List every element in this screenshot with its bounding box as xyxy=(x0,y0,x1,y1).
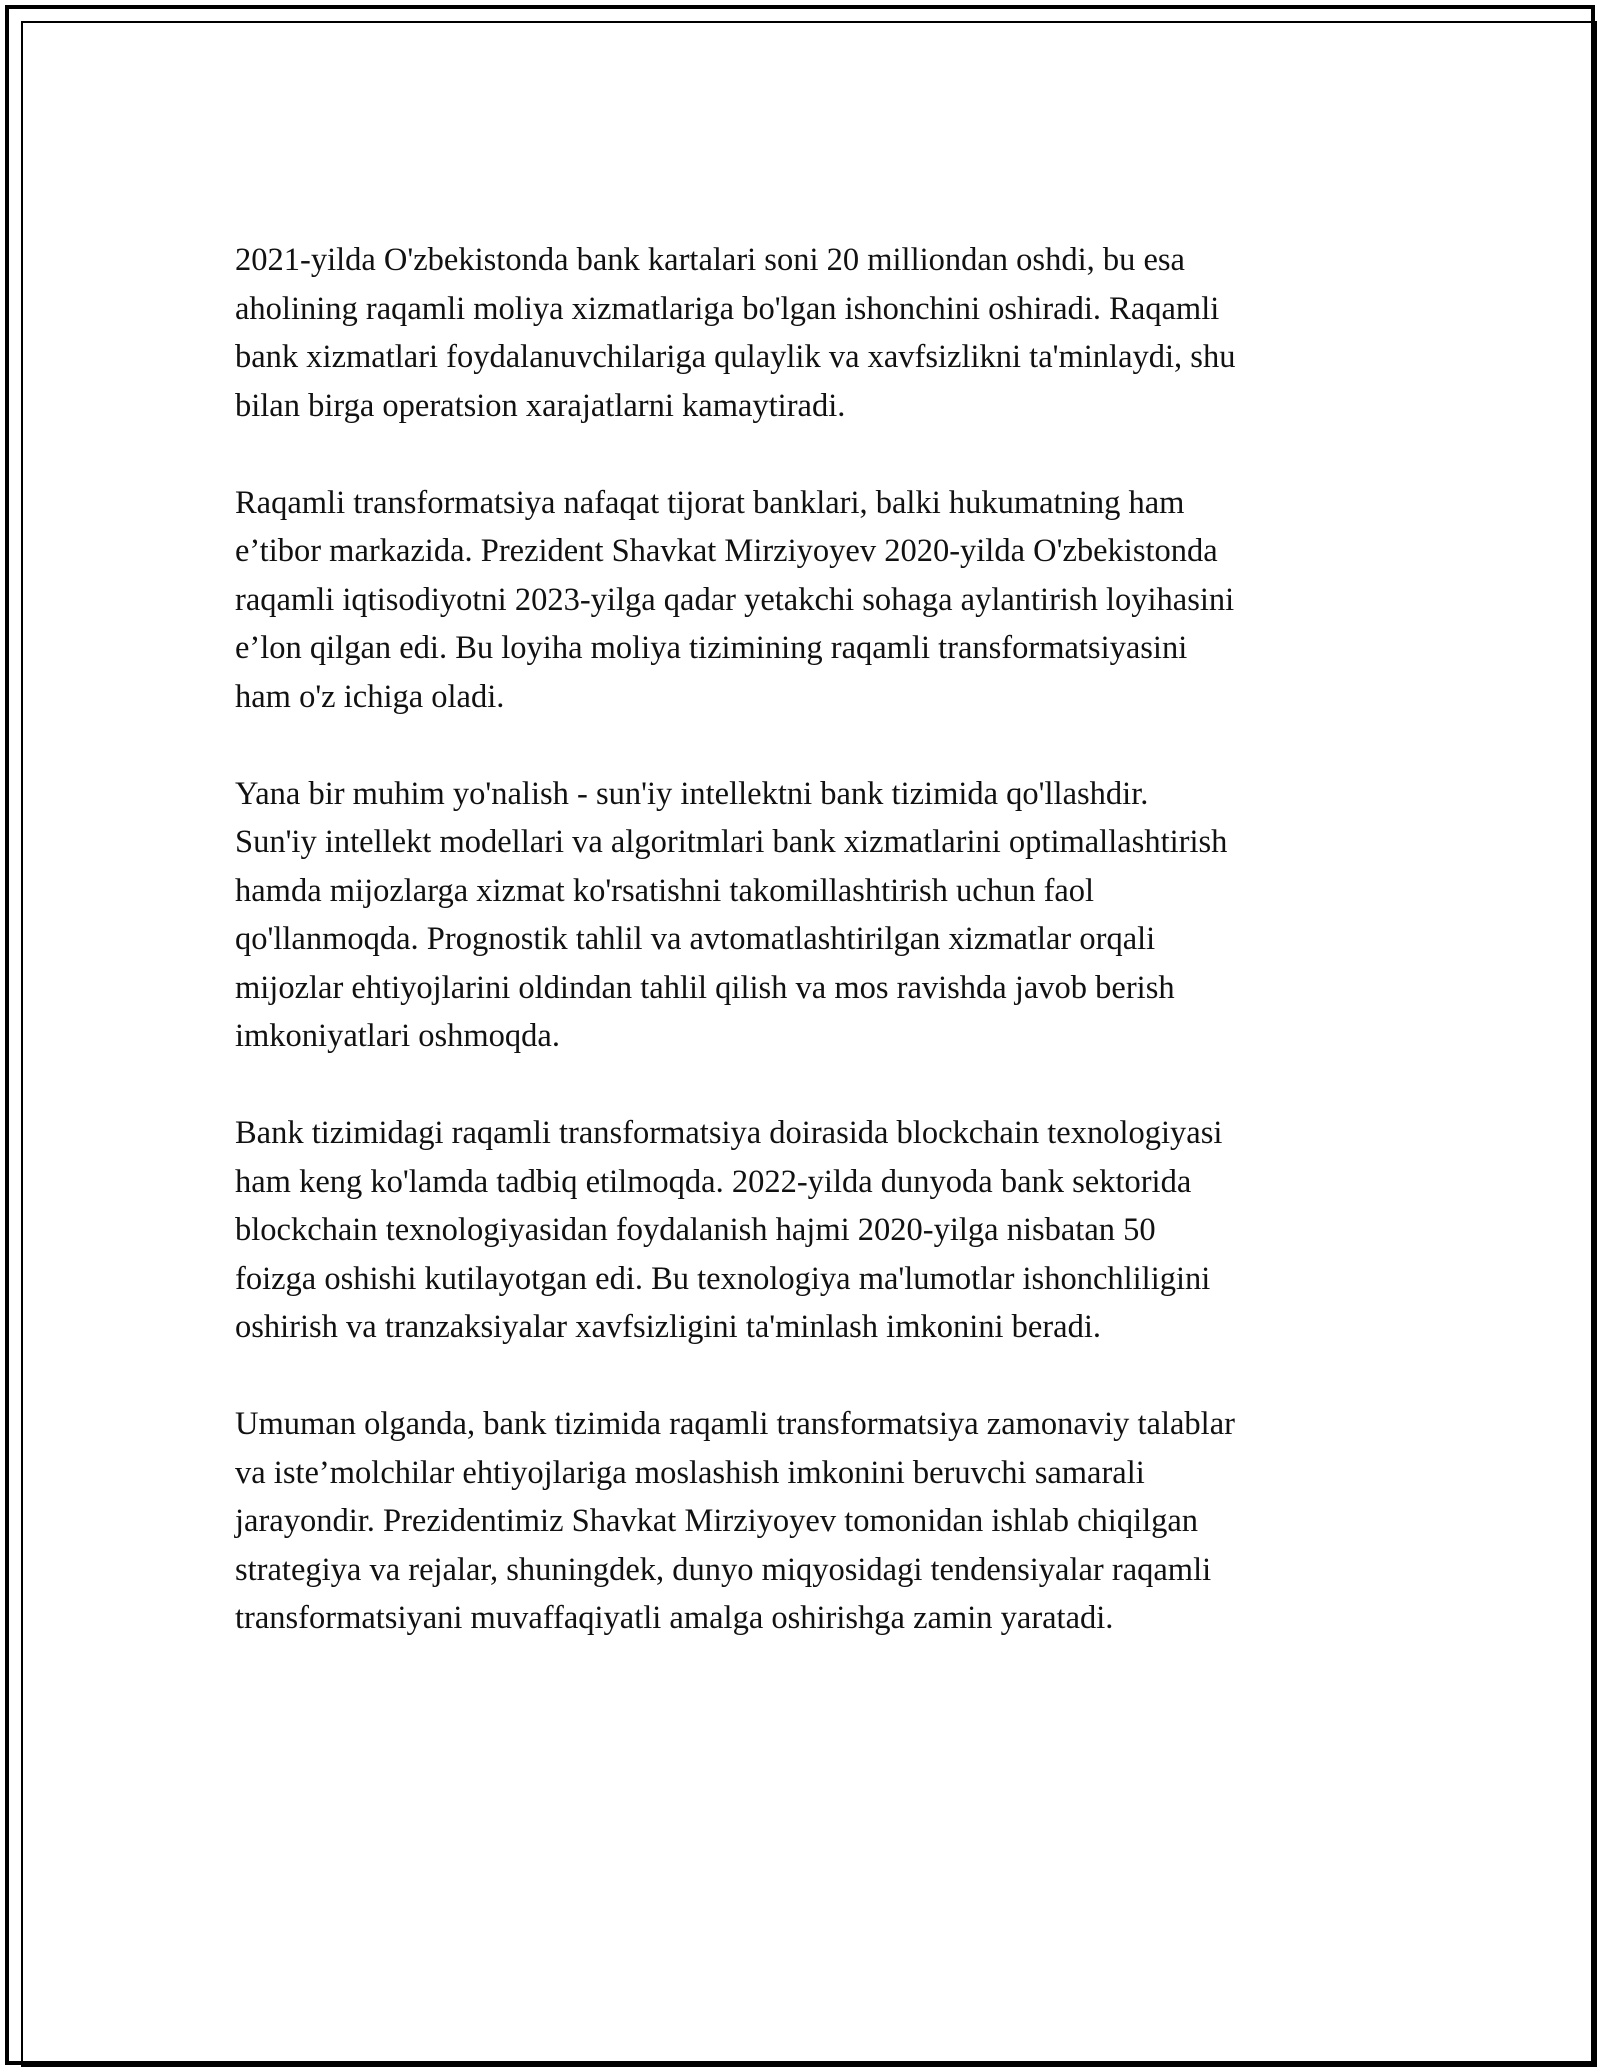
paragraph-bank-cards: 2021-yilda O'zbekistonda bank kartalari soni 20 milliondan oshdi, bu esa aholining raqamli moliya xizmatlariga bo'lgan ishonchini oshiradi. Raqamli bank xizmatlari foydalanuvchilariga qulaylik va xavfsizlikni ta'minlaydi, shu bilan birga operatsion xarajatlarni kamaytiradi. xyxy=(235,242,1236,424)
paragraph-conclusion: Umuman olganda, bank tizimida raqamli transformatsiya zamonaviy talablar va iste’molchilar ehtiyojlariga moslashish imkonini beruvchi samarali jarayondir. Prezidentimiz Shavkat Mirziyoyev tomonidan ishlab chiqilgan strategiya va rejalar, shuningdek, dunyo miqyosidagi tendensiyalar raqamli transformatsiyani muvaffaqiyatli amalga oshirishga zamin yaratadi. xyxy=(235,1406,1235,1636)
paragraph-digital-transformation: Raqamli transformatsiya nafaqat tijorat banklari, balki hukumatning ham e’tibor markazida. Prezident Shavkat Mirziyoyev 2020-yilda O'zbekistonda raqamli iqtisodiyotni 2023-yilga qadar yetakchi sohaga aylantirish loyihasini e’lon qilgan edi. Bu loyiha moliya tizimining raqamli transformatsiyasini ham o'z ichiga oladi. xyxy=(235,484,1235,715)
document-body xyxy=(235,236,1370,1691)
paragraph-blockchain: Bank tizimidagi raqamli transformatsiya doirasida blockchain texnologiyasi ham keng ko'lamda tadbiq etilmoqda. 2022-yilda dunyoda bank sektorida blockchain texnologiyasidan foydalanish hajmi 2020-yilga nisbatan 50 foizga oshishi kutilayotgan edi. Bu texnologiya ma'lumotlar ishonchliligini oshirish va tranzaksiyalar xavfsizligini ta'minlash imkonini beradi. xyxy=(235,1115,1223,1345)
paragraph-artificial-intelligence: Yana bir muhim yo'nalish - sun'iy intellektni bank tizimida qo'llashdir. Sun'iy intellekt modellari va algoritmlari bank xizmatlarini optimallashtirish hamda mijozlarga xizmat ko'rsatishni takomillashtirish uchun faol qo'llanmoqda. Prognostik tahlil va avtomatlashtirilgan xizmatlar orqali mijozlar ehtiyojlarini oldindan tahlil qilish va mos ravishda javob berish imkoniyatlari oshmoqda. xyxy=(235,775,1228,1054)
